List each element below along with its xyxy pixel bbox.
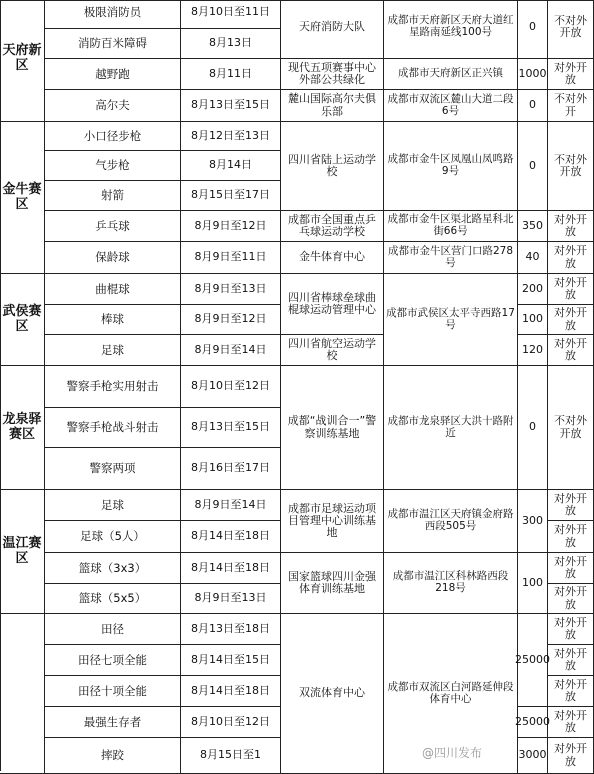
event-name: 射箭 (45, 181, 181, 211)
event-time: 8月13日至15日 (181, 90, 281, 122)
venue-address: 成都市天府新区正兴镇 (384, 59, 518, 90)
event-time: 8月12日至13日 (181, 122, 281, 151)
venue-address: 成都市温江区天府镇金府路西段505号 (384, 490, 518, 553)
venue-name: 双流体育中心 (281, 614, 384, 774)
event-name: 篮球（5x5） (45, 584, 181, 614)
event-name: 足球 (45, 490, 181, 521)
event-time: 8月10日至12日 (181, 707, 281, 738)
venue-address: 成都市金牛区渠北路星科北街66号 (384, 211, 518, 242)
venue-address: 成都市温江区科林路西段218号 (384, 553, 518, 614)
venue-address: 成都市双流区麓山大道二段6号 (384, 90, 518, 122)
area-wuhou: 武侯赛区 (0, 274, 45, 366)
openness-status: 对外开放 (548, 59, 594, 90)
openness-status: 对外开放 (548, 274, 594, 305)
area-longquanyi: 龙泉驿赛区 (0, 366, 45, 490)
event-name: 田径 (45, 614, 181, 645)
openness-status: 不对外开放 (548, 0, 594, 59)
openness-status: 对外开放 (548, 707, 594, 738)
seat-count: 0 (518, 366, 548, 490)
seat-count: 100 (518, 305, 548, 335)
event-name: 乒乓球 (45, 211, 181, 242)
openness-status: 对外开放 (548, 242, 594, 274)
event-name: 小口径步枪 (45, 122, 181, 151)
event-name: 足球（5人） (45, 521, 181, 553)
event-time: 8月16日至17日 (181, 448, 281, 490)
seat-count: 120 (518, 335, 548, 366)
event-time: 8月9日至14日 (181, 335, 281, 366)
venue-name: 成都“战训合一”警察训练基地 (281, 366, 384, 490)
area-shuangliu (0, 614, 45, 774)
seat-count: 0 (518, 0, 548, 59)
venue-name: 现代五项赛事中心外部公共绿化 (281, 59, 384, 90)
venue-address: 成都市双流区白河路延伸段体育中心 (384, 614, 518, 774)
event-time: 8月9日至13日 (181, 584, 281, 614)
event-time: 8月13日至15日 (181, 408, 281, 448)
event-name: 足球 (45, 335, 181, 366)
venue-address: 成都市金牛区营门口路278号 (384, 242, 518, 274)
event-name: 田径十项全能 (45, 676, 181, 707)
openness-status: 对外开放 (548, 521, 594, 553)
event-name: 极限消防员 (45, 0, 181, 29)
event-name: 警察两项 (45, 448, 181, 490)
event-time: 8月13日 (181, 29, 281, 59)
openness-status: 对外开放 (548, 584, 594, 614)
weibo-watermark: @四川发布 (422, 746, 483, 760)
area-jinniu: 金牛赛区 (0, 122, 45, 274)
openness-status: 不对外开 (548, 90, 594, 122)
event-name: 消防百米障碍 (45, 29, 181, 59)
seat-count: 200 (518, 274, 548, 305)
event-time: 8月9日至14日 (181, 490, 281, 521)
venue-name: 成都市全国重点乒乓球运动学校 (281, 211, 384, 242)
venue-name: 国家篮球四川金强体育训练基地 (281, 553, 384, 614)
openness-status: 对外开放 (548, 305, 594, 335)
seat-count: 0 (518, 90, 548, 122)
event-name: 最强生存者 (45, 707, 181, 738)
event-time: 8月9日至11日 (181, 242, 281, 274)
openness-status: 对外开放 (548, 211, 594, 242)
venue-name: 金牛体育中心 (281, 242, 384, 274)
venue-address: 成都市金牛区凤凰山凤鸣路9号 (384, 122, 518, 211)
seat-count: 350 (518, 211, 548, 242)
event-name: 篮球（3x3） (45, 553, 181, 584)
openness-status: 对外开放 (548, 738, 594, 774)
venue-name: 麓山国际高尔夫俱乐部 (281, 90, 384, 122)
openness-status: 对外开放 (548, 490, 594, 521)
event-time: 8月9日至13日 (181, 274, 281, 305)
event-name: 曲棍球 (45, 274, 181, 305)
event-name: 警察手枪实用射击 (45, 366, 181, 408)
seat-count: 300 (518, 490, 548, 553)
event-name: 高尔夫 (45, 90, 181, 122)
seat-count: 40 (518, 242, 548, 274)
area-tianfu: 天府新区 (0, 0, 45, 122)
openness-status: 对外开放 (548, 614, 594, 645)
event-time: 8月13日至18日 (181, 614, 281, 645)
event-time: 8月14日至18日 (181, 676, 281, 707)
venue-name: 成都市足球运动项目管理中心训练基地 (281, 490, 384, 553)
venue-name: 四川省陆上运动学校 (281, 122, 384, 211)
venue-name: 天府消防大队 (281, 0, 384, 59)
openness-status: 对外开放 (548, 553, 594, 584)
event-time: 8月11日 (181, 59, 281, 90)
venue-name: 四川省棒球垒球曲棍球运动管理中心 (281, 274, 384, 335)
venue-address: 成都市天府新区天府大道红星路南延线100号 (384, 0, 518, 59)
openness-status: 不对外开放 (548, 366, 594, 490)
event-time: 8月14日至15日 (181, 645, 281, 676)
openness-status: 不对外开放 (548, 122, 594, 211)
event-time: 8月10日至11日 (181, 0, 281, 29)
openness-status: 对外开放 (548, 335, 594, 366)
venue-address: 成都市龙泉驿区大洪十路附近 (384, 366, 518, 490)
event-time: 8月15日至17日 (181, 181, 281, 211)
event-name: 田径七项全能 (45, 645, 181, 676)
event-time: 8月10日至12日 (181, 366, 281, 408)
seat-count: 1000 (518, 59, 548, 90)
openness-status: 对外开放 (548, 676, 594, 707)
venue-address: 成都市武侯区太平寺西路17号 (384, 274, 518, 366)
event-time: 8月9日至12日 (181, 305, 281, 335)
area-wenjiang: 温江赛区 (0, 490, 45, 614)
seat-count: 0 (518, 122, 548, 211)
seat-count: 25000 (518, 614, 548, 707)
event-time: 8月14日 (181, 151, 281, 181)
seat-count: 3000 (518, 738, 548, 774)
seat-count: 25000 (518, 707, 548, 738)
event-name: 越野跑 (45, 59, 181, 90)
event-time: 8月15日至1 (181, 738, 281, 774)
event-time: 8月14日至18日 (181, 553, 281, 584)
event-name: 气步枪 (45, 151, 181, 181)
event-time: 8月14日至18日 (181, 521, 281, 553)
seat-count: 100 (518, 553, 548, 614)
venue-name: 四川省航空运动学校 (281, 335, 384, 366)
event-name: 棒球 (45, 305, 181, 335)
event-name: 保龄球 (45, 242, 181, 274)
event-name: 警察手枪战斗射击 (45, 408, 181, 448)
openness-status: 对外开放 (548, 645, 594, 676)
event-name: 摔跤 (45, 738, 181, 774)
event-time: 8月9日至12日 (181, 211, 281, 242)
